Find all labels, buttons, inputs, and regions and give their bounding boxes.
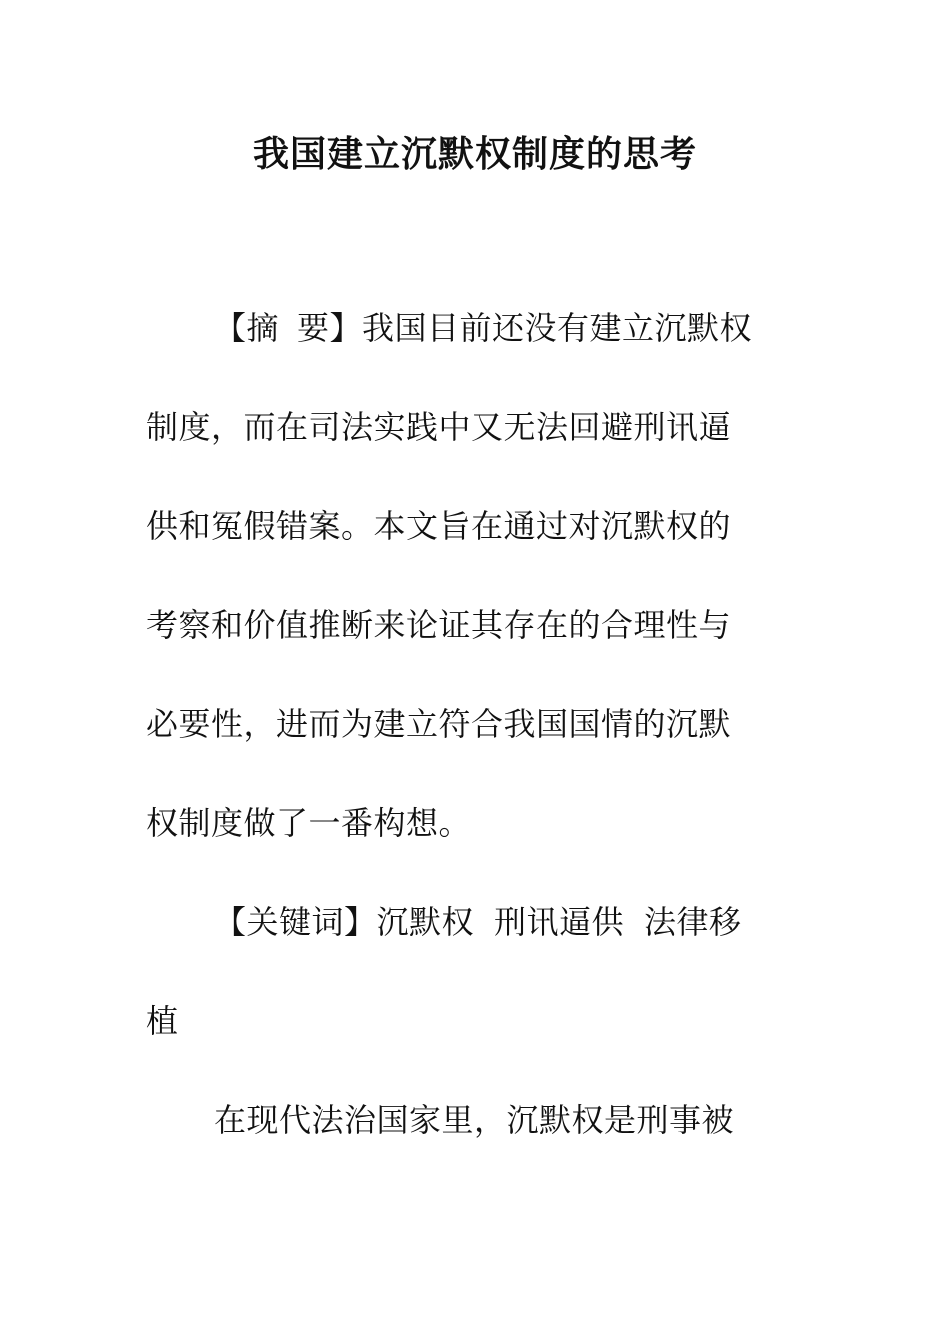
abstract-line-5: 必要性，进而为建立符合我国国情的沉默 [146, 705, 732, 743]
abstract-first-text: 我国目前还没有建立沉默权 [362, 309, 753, 347]
keywords-continuation: 植 [146, 1002, 179, 1040]
document-title: 我国建立沉默权制度的思考 [252, 133, 697, 175]
abstract-line-4: 考察和价值推断来论证其存在的合理性与 [146, 606, 732, 644]
abstract-line-6: 权制度做了一番构想。 [146, 804, 472, 842]
keywords-label: 【关键词】 [214, 903, 377, 941]
body-paragraph-line: 在现代法治国家里，沉默权是刑事被 [214, 1101, 735, 1139]
keyword-3: 法律移 [644, 903, 742, 941]
abstract-line-2: 制度，而在司法实践中又无法回避刑讯逼 [146, 408, 732, 446]
keywords-line [214, 900, 742, 944]
abstract-label-left: 【摘 [214, 309, 280, 347]
abstract-label-right: 要】 [297, 309, 363, 347]
abstract-line-1 [214, 306, 752, 350]
abstract-line-3: 供和冤假错案。本文旨在通过对沉默权的 [146, 507, 732, 545]
keyword-1: 沉默权 [376, 903, 475, 941]
keyword-2: 刑讯逼供 [494, 903, 625, 941]
